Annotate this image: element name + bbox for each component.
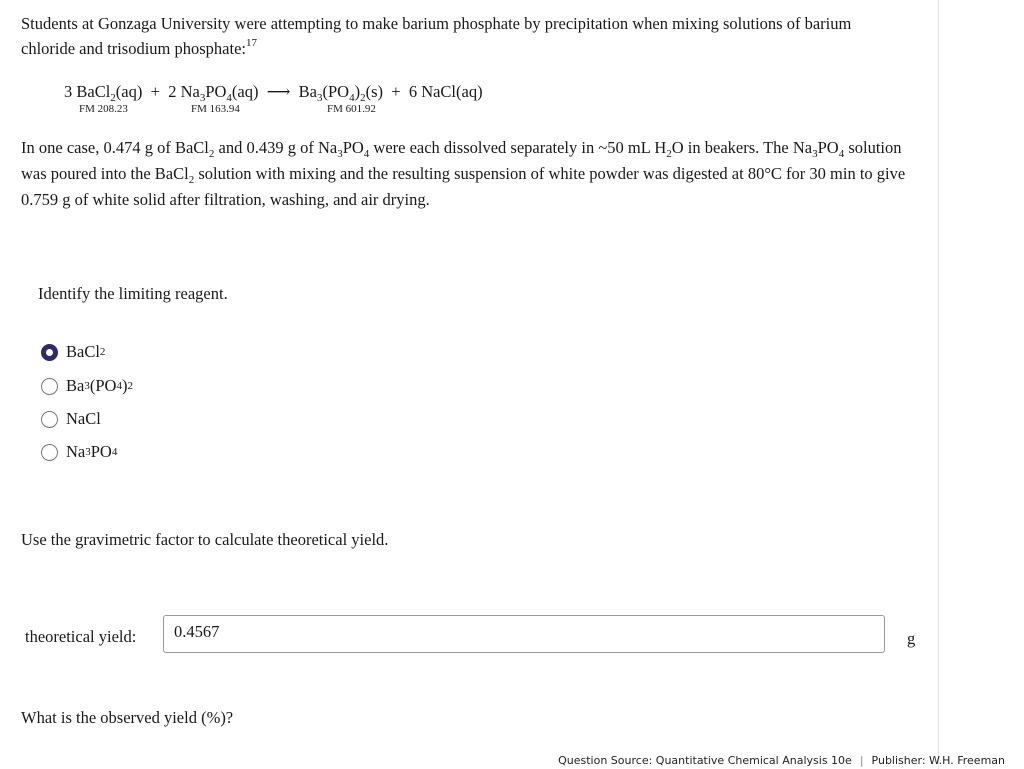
option-na3po4[interactable]: Na 3 PO 4 <box>41 442 117 462</box>
option-ba3po42[interactable]: Ba 3 (PO 4 ) 2 <box>41 376 133 396</box>
separator: | <box>859 754 864 767</box>
problem-paragraph: In one case, 0.474 g of BaCl$_2$ and 0.439 g of $Na_3PO_4$ were each dissolved separately in ~50 mL $H_2O$ in beakers. The $Na_3PO_4$ solution was poured into the BaCl$_2$ solution with mixing and the resulting suspension of white powder was digested at 80°C for 30 min to give 0.759 g of white solid after filtration, washing, and air drying. <box>21 138 906 209</box>
radio-icon[interactable] <box>41 378 58 395</box>
reaction-equation: 3 BaCl$_2$(aq) + 2 $Na_3PO_4(aq)$ ⟶ $Ba_3(PO_4)_2(s) + 6$ NaCl(aq) <box>64 82 483 104</box>
gravimetric-prompt: Use the gravimetric factor to calculate theoretical yield. <box>21 530 389 549</box>
reaction-arrow: ⟶ <box>266 82 291 101</box>
radio-icon[interactable] <box>41 411 58 428</box>
theoretical-yield-input[interactable] <box>163 615 885 653</box>
theoretical-yield-label: theoretical yield: <box>25 627 137 646</box>
radio-selected-icon[interactable] <box>41 344 58 361</box>
unit-label: g <box>907 629 916 648</box>
intro-text: Students at Gonzaga University were attempting to make barium phosphate by precipitation when mixing solutions of barium chloride and trisodium phosphate:$^{17}$ <box>21 14 852 58</box>
publisher: Publisher: W.H. Freeman <box>871 754 1005 767</box>
formula-mass-bacl2: FM 208.23 <box>79 103 128 115</box>
formula-mass-ba3po42: FM 601.92 <box>327 103 376 115</box>
question-source-footer <box>558 754 1005 767</box>
formula-mass-na3po4: FM 163.94 <box>191 103 240 115</box>
radio-icon[interactable] <box>41 444 58 461</box>
question-source: Question Source: Quantitative Chemical Analysis 10e <box>558 754 852 767</box>
limiting-reagent-prompt: Identify the limiting reagent. <box>38 284 228 303</box>
option-bacl2[interactable]: BaCl 2 <box>41 342 105 362</box>
observed-yield-prompt: What is the observed yield (%)? <box>21 708 234 727</box>
footnote-marker: 17 <box>246 37 257 49</box>
option-nacl[interactable]: NaCl <box>41 409 101 429</box>
